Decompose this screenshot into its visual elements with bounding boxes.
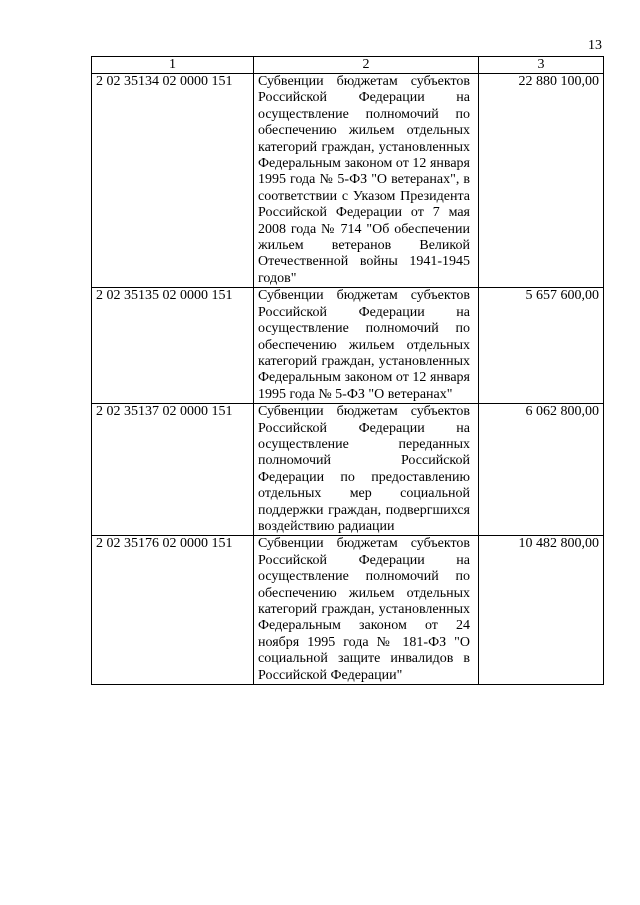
budget-code-cell: 2 02 35134 02 0000 151 [92, 74, 254, 288]
description-cell [254, 74, 479, 288]
amount-cell: 5 657 600,00 [479, 288, 604, 404]
description-cell [254, 536, 479, 685]
column-header-2: 2 [254, 57, 479, 74]
amount-cell: 22 880 100,00 [479, 74, 604, 288]
column-header-3: 3 [479, 57, 604, 74]
column-header-1: 1 [92, 57, 254, 74]
description-cell [254, 404, 479, 536]
budget-code-cell: 2 02 35176 02 0000 151 [92, 536, 254, 685]
budget-code-cell: 2 02 35135 02 0000 151 [92, 288, 254, 404]
amount-cell: 10 482 800,00 [479, 536, 604, 685]
amount-cell: 6 062 800,00 [479, 404, 604, 536]
description-text: Субвенции бюджетам субъектов Российской Федерации на осуществление переданных полномочий Российской Федерации по предоставлению отдельных мер социальной поддержки граждан, подвергшихся воздействию радиации [258, 404, 470, 534]
table-row [92, 288, 604, 404]
table-row [92, 404, 604, 536]
page-number: 13 [588, 38, 602, 53]
budget-table [91, 56, 604, 685]
table-row [92, 74, 604, 288]
table-row [92, 536, 604, 685]
description-text: Субвенции бюджетам субъектов Российской Федерации на осуществление полномочий по обеспечению жильем отдельных категорий граждан, установленных Федеральным законом от 12 января 1995 года № 5-ФЗ "О ветеранах", в соответствии с Указом Президента Российской Федерации от 7 мая 2008 года № 714 "Об обеспечении жильем ветеранов Великой Отечественной войны 1941-1945 годов" [258, 74, 470, 286]
description-text: Субвенции бюджетам субъектов Российской Федерации на осуществление полномочий по обеспечению жильем отдельных категорий граждан, установленных Федеральным законом от 24 ноября 1995 года № 181-ФЗ "О социальной защите инвалидов в Российской Федерации" [258, 536, 470, 683]
budget-code-cell: 2 02 35137 02 0000 151 [92, 404, 254, 536]
header-row [92, 57, 604, 74]
description-text: Субвенции бюджетам субъектов Российской Федерации на осуществление полномочий по обеспечению жильем отдельных категорий граждан, установленных Федеральным законом от 12 января 1995 года № 5-ФЗ "О ветеранах" [258, 288, 470, 402]
description-cell [254, 288, 479, 404]
